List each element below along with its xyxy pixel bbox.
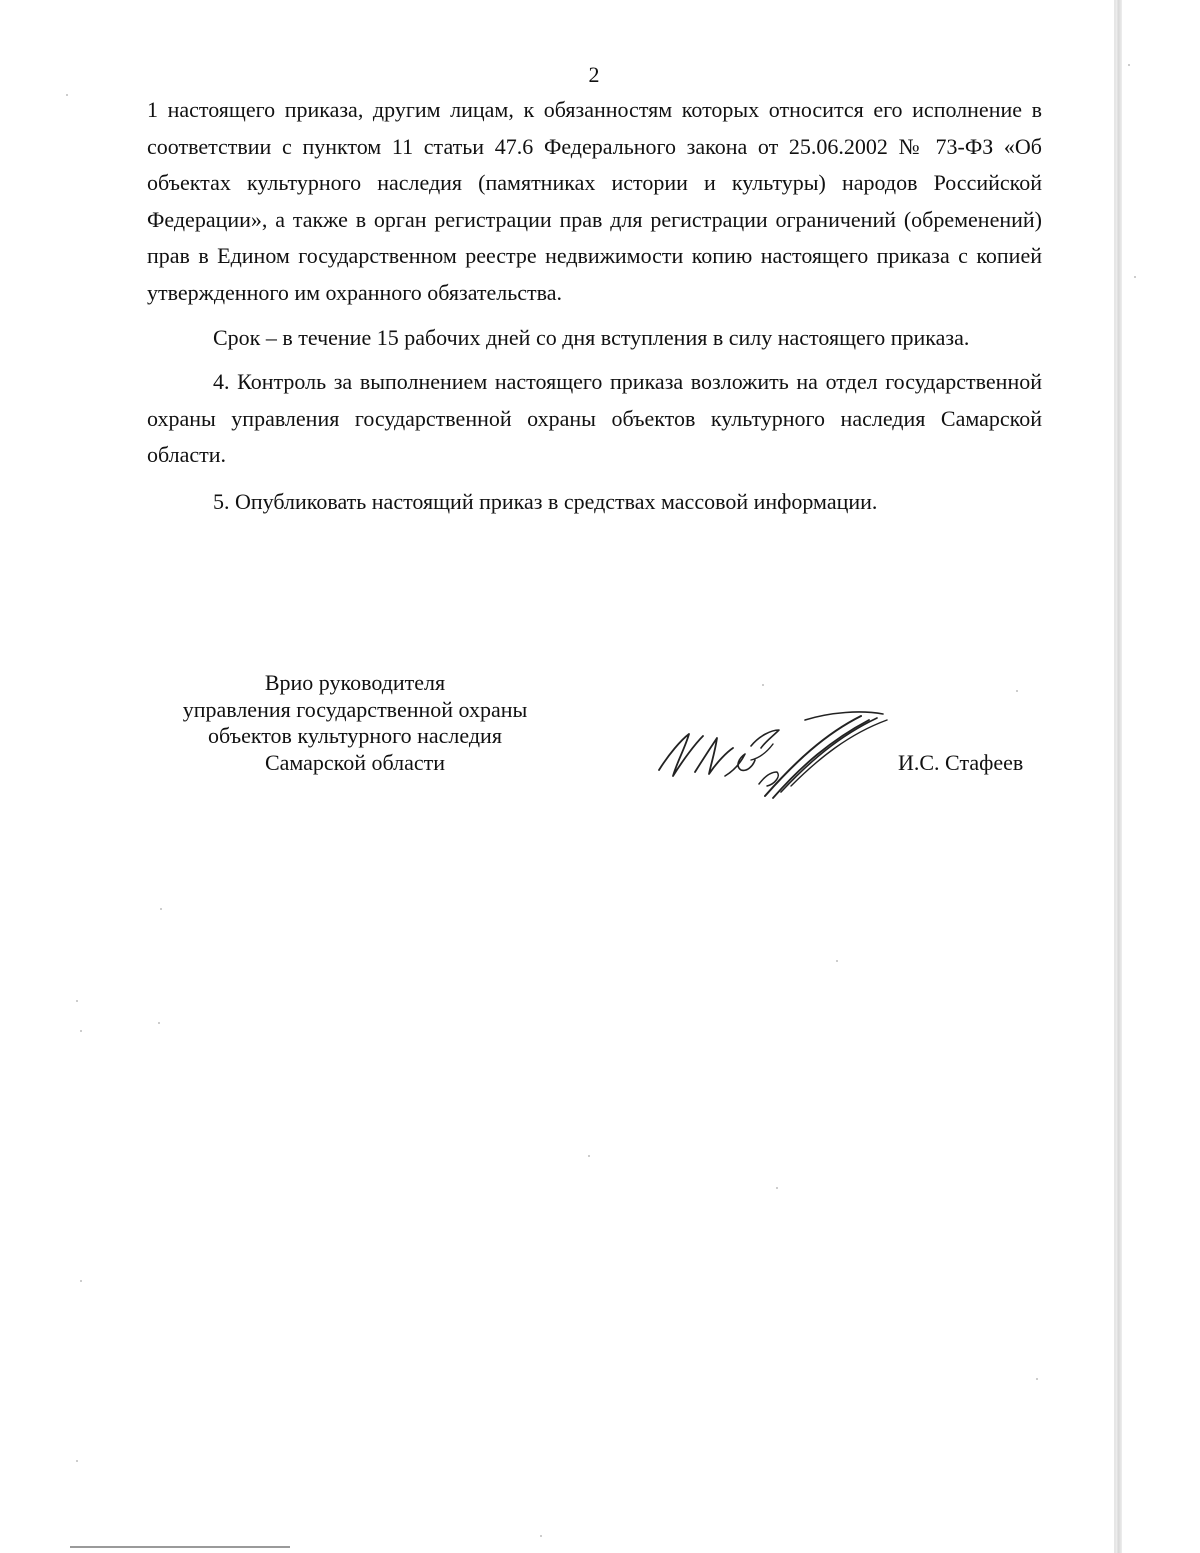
scan-speck [776, 1187, 778, 1189]
paragraph-item-5: 5. Опубликовать настоящий приказ в средствах массовой информации. [213, 488, 878, 514]
paragraph-continuation: 1 настоящего приказа, другим лицам, к обязанностям которых относится его исполнение в соответствии с пунктом 11 статьи 47.6 Федерального закона от 25.06.2002 № 73-ФЗ «Об объектах культурного наследия (памятниках истории и культуры) народов Российской Федерации», а также в орган регистрации прав для регистрации ограничений (обременений) прав в Едином государственном реестре недвижимости копию настоящего приказа с копией утвержденного им охранного обязательства. [147, 97, 1042, 305]
signatory-name: И.С. Стафеев [898, 750, 1024, 775]
scan-speck [762, 684, 764, 686]
paragraph-deadline: Срок – в течение 15 рабочих дней со дня вступления в силу настоящего приказа. [213, 324, 970, 350]
scan-speck [1128, 64, 1130, 66]
scan-speck [836, 960, 838, 962]
page-number: 2 [588, 62, 600, 87]
signatory-title-line: управления государственной охраны [182, 696, 528, 722]
scan-speck [1036, 1378, 1038, 1380]
paragraph-item-4: 4. Контроль за выполнением настоящего приказа возложить на отдел государственной охраны управления государственной охраны объектов культурного наследия Самарской области. [147, 369, 1042, 468]
scan-bottom-line [70, 1546, 290, 1548]
signatory-title-line: объектов культурного наследия [208, 723, 502, 748]
scan-speck [1016, 690, 1018, 692]
scan-speck [66, 94, 68, 96]
signatory-title [150, 670, 560, 776]
scan-speck [80, 1030, 82, 1032]
scan-speck [160, 908, 162, 910]
scan-speck [588, 1155, 590, 1157]
signatory-title-line: Врио руководителя [264, 670, 446, 695]
document-body [147, 92, 1042, 521]
scan-speck [1134, 276, 1136, 278]
handwritten-signature [655, 700, 895, 810]
scan-speck [76, 1000, 78, 1002]
signatory-title-line: Самарской области [264, 749, 446, 775]
scan-speck [158, 1022, 160, 1024]
scan-speck [80, 1280, 82, 1282]
scan-speck [76, 1460, 78, 1462]
scan-speck [540, 1535, 542, 1537]
scan-edge [1116, 0, 1122, 1553]
